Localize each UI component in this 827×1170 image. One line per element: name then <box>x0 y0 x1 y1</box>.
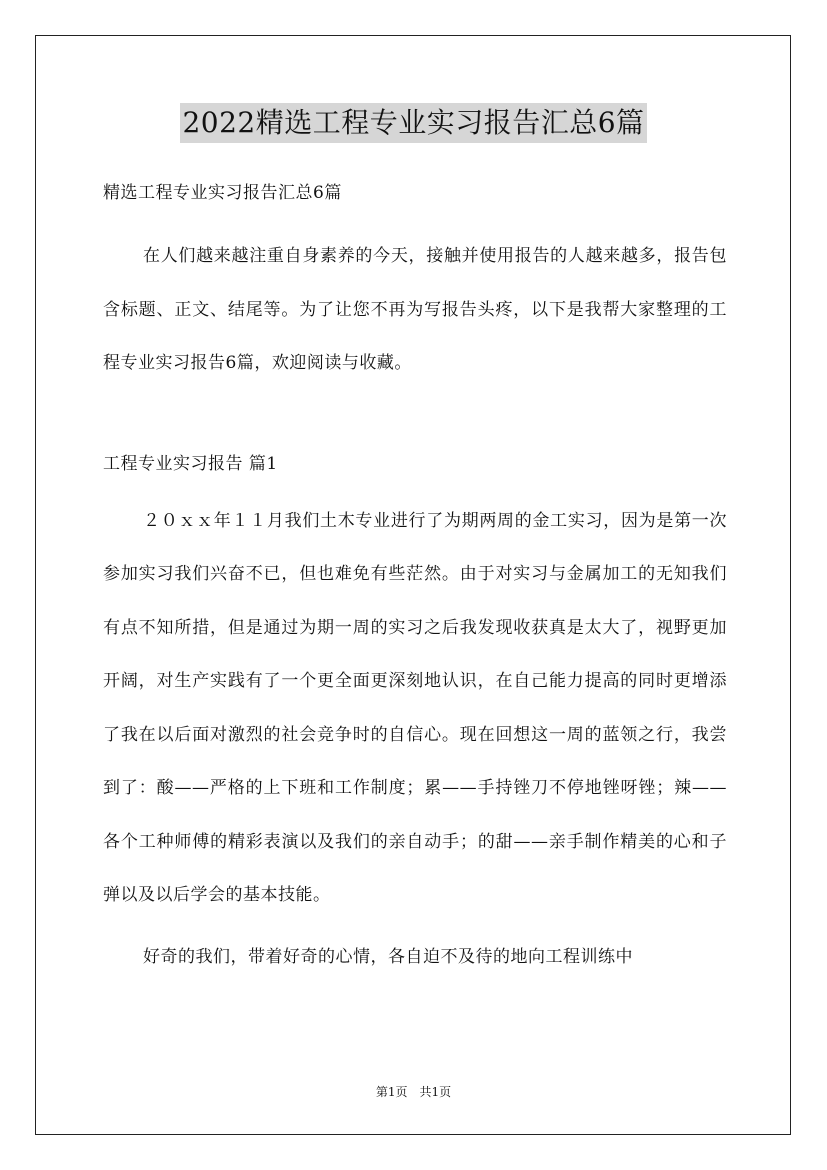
page-footer <box>0 1083 827 1101</box>
intro-paragraph: 在人们越来越注重自身素养的今天，接触并使用报告的人越来越多，报告包含标题、正文、结尾等。为了让您不再为写报告头疼，以下是我帮大家整理的工程专业实习报告6篇，欢迎阅读与收藏。 <box>103 246 727 373</box>
title-container <box>0 103 827 143</box>
document-title: 2022精选工程专业实习报告汇总6篇 <box>180 103 646 143</box>
document-body <box>103 178 727 984</box>
body-paragraph-2: 好奇的我们，带着好奇的心情，各自迫不及待的地向工程训练中 <box>143 946 633 967</box>
section-heading: 工程专业实习报告 篇1 <box>103 453 278 474</box>
body-paragraph-1: ２０ｘｘ年１１月我们土木专业进行了为期两周的金工实习，因为是第一次参加实习我们兴奋不已，但也难免有些茫然。由于对实习与金属加工的无知我们有点不知所措，但是通过为期一周的实习之后我发现收获真是太大了，视野更加开阔，对生产实践有了一个更全面更深刻地认识，在自己能力提高的同时更增添了我在以后面对激烈的社会竞争时的自信心。现在回想这一周的蓝领之行，我尝到了：酸——严格的上下班和工作制度；累——手持锉刀不停地锉呀锉；辣——各个工种师傅的精彩表演以及我们的亲自动手；的甜——亲手制作精美的心和子弹以及以后学会的基本技能。 <box>103 510 727 905</box>
document-subtitle: 精选工程专业实习报告汇总6篇 <box>103 183 342 203</box>
page-number: 第1页 共1页 <box>375 1085 452 1099</box>
